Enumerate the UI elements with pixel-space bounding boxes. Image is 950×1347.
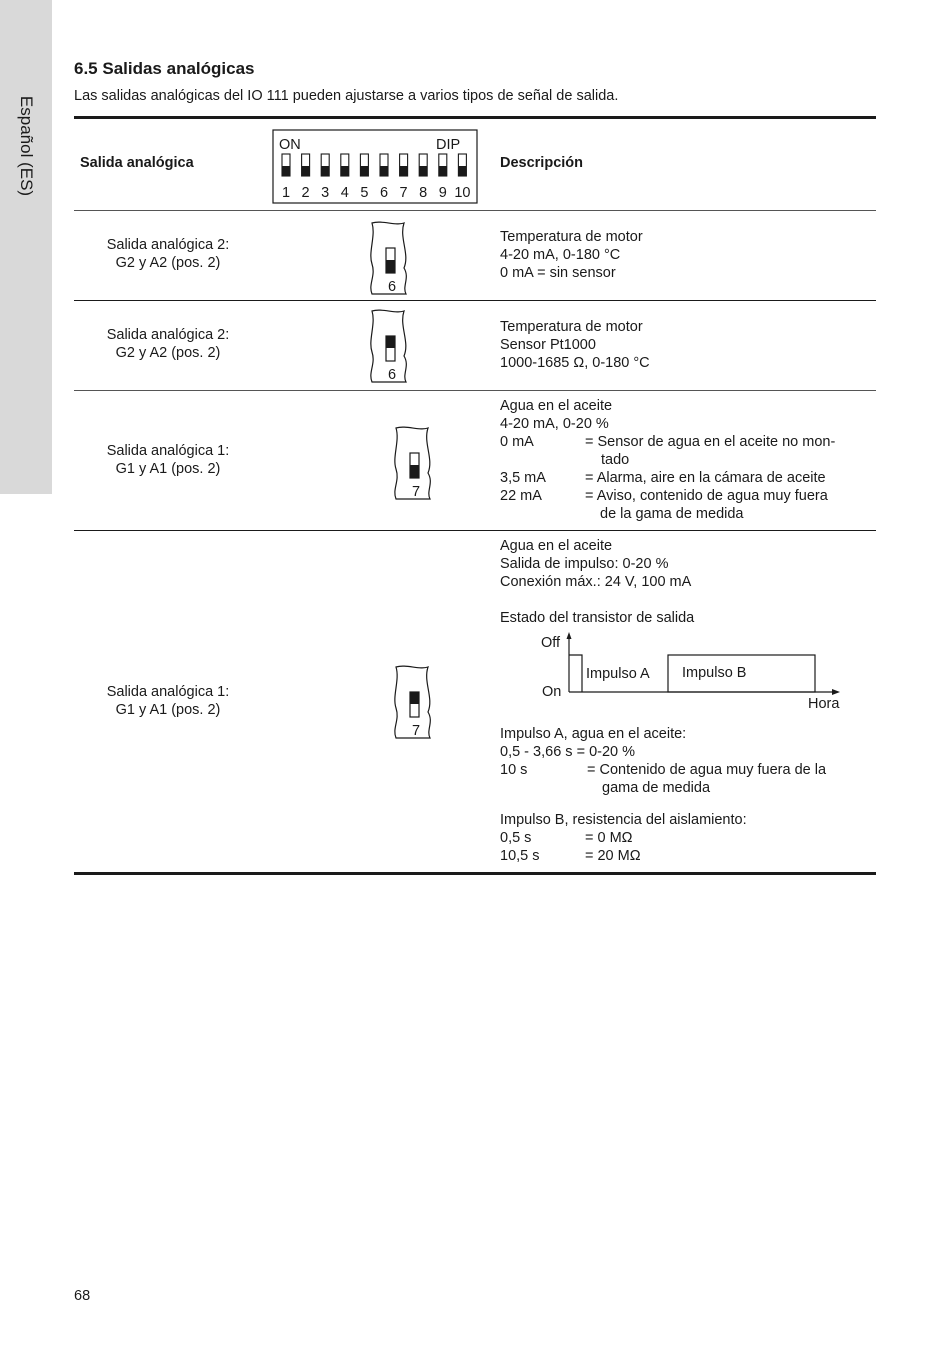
switch-number: 6 [387, 367, 397, 383]
row-1-label [74, 236, 262, 272]
desc-line: 4-20 mA, 0-180 °C [500, 247, 621, 263]
kv-key: 0 mA [500, 434, 534, 450]
switch-7-on-icon [392, 664, 436, 740]
desc-line: Temperatura de motor [500, 229, 643, 245]
switch-7-off-icon [392, 425, 436, 501]
section-title: 6.5 Salidas analógicas [74, 59, 255, 78]
dip-switch-lever [419, 166, 427, 176]
pulse-b-heading: Impulso B, resistencia del aislamiento: [500, 812, 747, 828]
kv-key: 10 s [500, 762, 528, 778]
row-3-label-line1: Salida analógica 1: [106, 443, 230, 459]
dip-label: DIP [436, 137, 461, 153]
kv-key: 10,5 s [500, 848, 540, 864]
language-sidebar [0, 0, 52, 494]
page-number: 68 [74, 1288, 91, 1304]
initial-pulse [569, 655, 582, 692]
switch-6-on-icon [368, 308, 412, 384]
dip-number-9: 9 [438, 185, 447, 201]
kv-value: = 20 MΩ [585, 848, 641, 864]
pulse-b-label: Impulso B [682, 665, 747, 681]
desc-line: Salida de impulso: 0-20 % [500, 556, 669, 572]
language-tab-label: Español (ES) [17, 95, 36, 197]
dip-switch-lever [360, 166, 368, 176]
kv-key: 0,5 - 3,66 s = 0-20 % [500, 744, 636, 760]
section-intro: Las salidas analógicas del IO 111 pueden ajustarse a varios tipos de señal de salida. [74, 88, 619, 104]
table-top-rule [74, 116, 876, 119]
row-2-label-line2: G2 y A2 (pos. 2) [115, 345, 221, 361]
dip-number-7: 7 [399, 185, 408, 201]
dip-number-2: 2 [301, 185, 310, 201]
dip-switch-lever [458, 166, 466, 176]
dip-switch-lever [400, 166, 408, 176]
kv-key: 0,5 s [500, 830, 532, 846]
header-descripcion: Descripción [500, 155, 583, 171]
desc-line: Temperatura de motor [500, 319, 643, 335]
header-divider [74, 210, 876, 211]
desc-line: Sensor Pt1000 [500, 337, 596, 353]
row-3-label [74, 442, 262, 478]
row-4-description [500, 537, 691, 591]
on-label: On [542, 684, 562, 700]
dip-switch-lever [321, 166, 329, 176]
dip-switch-diagram [272, 129, 479, 205]
row-1-description [500, 228, 643, 282]
row-3-label-line2: G1 y A1 (pos. 2) [115, 461, 221, 477]
dip-switch-lever [380, 166, 388, 176]
dip-switch-lever [302, 166, 310, 176]
y-axis-arrow-icon [567, 632, 572, 639]
switch-number: 7 [411, 484, 421, 500]
switch-number: 7 [411, 723, 421, 739]
kv-value: = Aviso, contenido de agua muy fuera [585, 488, 828, 504]
row-divider [74, 530, 876, 531]
kv-key: 22 mA [500, 488, 542, 504]
row-4-label [74, 683, 262, 719]
desc-line: 4-20 mA, 0-20 % [500, 416, 609, 432]
row-divider [74, 300, 876, 301]
kv-cont: tado [601, 452, 630, 468]
dip-number-10: 10 [454, 185, 471, 201]
switch-number: 6 [387, 279, 397, 295]
diagram-title: Estado del transistor de salida [500, 610, 695, 626]
time-axis-label: Hora [808, 696, 840, 712]
dip-switch-lever [282, 166, 290, 176]
row-4-label-line1: Salida analógica 1: [106, 684, 230, 700]
x-axis-arrow-icon [832, 689, 840, 695]
pulse-diagram [530, 628, 850, 718]
row-2-label [74, 326, 262, 362]
row-2-label-line1: Salida analógica 2: [106, 327, 230, 343]
dip-switch-lever [341, 166, 349, 176]
dip-number-3: 3 [321, 185, 330, 201]
dip-number-1: 1 [281, 185, 291, 201]
dip-number-4: 4 [340, 185, 349, 201]
row-divider [74, 390, 876, 391]
row-4-label-line2: G1 y A1 (pos. 2) [115, 702, 221, 718]
row-2-description [500, 318, 650, 372]
kv-value: = Contenido de agua muy fuera de la [587, 762, 827, 778]
dip-number-8: 8 [419, 185, 428, 201]
kv-cont: gama de medida [602, 780, 711, 796]
dip-switch-lever [439, 166, 447, 176]
pulse-a-label: Impulso A [586, 666, 650, 682]
switch-6-off-icon [368, 220, 412, 296]
row-1-label-line2: G2 y A2 (pos. 2) [115, 255, 221, 271]
kv-value: = Sensor de agua en el aceite no mon- [585, 434, 836, 450]
off-label: Off [541, 635, 561, 651]
kv-key: 3,5 mA [500, 470, 546, 486]
table-bottom-rule [74, 872, 876, 875]
header-salida: Salida analógica [80, 155, 194, 171]
kv-value: = Alarma, aire en la cámara de aceite [585, 470, 826, 486]
desc-line: Agua en el aceite [500, 398, 613, 414]
desc-line: 0 mA = sin sensor [500, 265, 616, 281]
dip-on-label: ON [279, 137, 301, 153]
desc-line: Conexión máx.: 24 V, 100 mA [500, 574, 692, 590]
desc-line: Agua en el aceite [500, 538, 613, 554]
dip-number-6: 6 [379, 185, 389, 201]
desc-line: 1000-1685 Ω, 0-180 °C [500, 355, 650, 371]
kv-cont: de la gama de medida [600, 506, 744, 522]
dip-number-5: 5 [360, 185, 369, 201]
row-3-description [500, 397, 612, 433]
row-1-label-line1: Salida analógica 2: [106, 237, 230, 253]
pulse-a-heading: Impulso A, agua en el aceite: [500, 726, 687, 742]
kv-value: = 0 MΩ [585, 830, 633, 846]
